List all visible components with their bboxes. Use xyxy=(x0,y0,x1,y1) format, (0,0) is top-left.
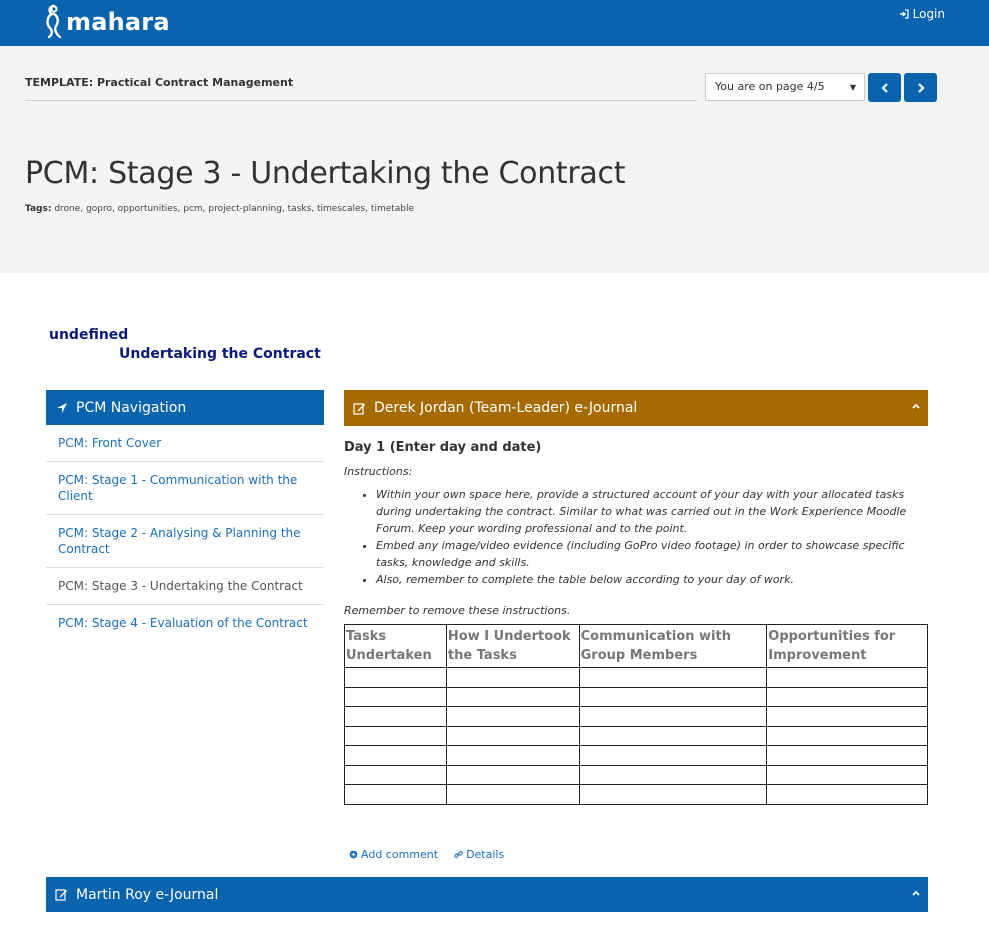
location-arrow-icon xyxy=(56,402,68,414)
column-header-opportunities: Opportunities for Improvement xyxy=(767,625,928,668)
table-cell xyxy=(446,707,579,727)
table-row xyxy=(345,765,928,785)
table-row xyxy=(345,687,928,707)
list-item: • Embed any image/video evidence (including GoPro video footage) in order to showcase specific tasks, knowledge and skills. xyxy=(376,537,928,571)
template-title: TEMPLATE: Practical Contract Management xyxy=(25,76,697,101)
table-cell xyxy=(345,707,447,727)
remember-note: Remember to remove these instructions. xyxy=(344,604,571,617)
table-cell xyxy=(767,785,928,805)
top-bar xyxy=(0,0,989,46)
tags-line xyxy=(25,204,414,214)
next-page-button[interactable] xyxy=(904,73,937,102)
page-header xyxy=(0,46,989,273)
table-cell xyxy=(767,765,928,785)
table-cell xyxy=(579,746,767,766)
nav-item-stage-2[interactable]: PCM: Stage 2 - Analysing & Planning the Contract xyxy=(46,515,324,568)
dropdown-caret-icon: ▼ xyxy=(849,83,856,92)
add-comment-link[interactable] xyxy=(349,848,438,861)
chevron-up-icon[interactable] xyxy=(911,401,921,411)
journal-table xyxy=(344,624,928,805)
table-cell xyxy=(446,687,579,707)
nav-item-stage-3: PCM: Stage 3 - Undertaking the Contract xyxy=(46,568,324,605)
sign-in-icon xyxy=(899,9,909,19)
table-row xyxy=(345,707,928,727)
table-cell xyxy=(579,765,767,785)
table-cell xyxy=(579,687,767,707)
table-cell xyxy=(345,746,447,766)
table-row xyxy=(345,668,928,688)
table-cell xyxy=(579,726,767,746)
table-cell xyxy=(446,668,579,688)
instructions-list xyxy=(344,486,928,588)
table-cell xyxy=(579,707,767,727)
edit-icon xyxy=(55,888,68,901)
login-label: Login xyxy=(912,7,945,21)
table-cell xyxy=(579,668,767,688)
martin-journal-header[interactable] xyxy=(46,877,928,912)
login-link[interactable] xyxy=(899,7,945,21)
table-cell xyxy=(446,746,579,766)
table-cell xyxy=(446,765,579,785)
table-cell xyxy=(345,726,447,746)
column-header-tasks: Tasks Undertaken xyxy=(345,625,447,668)
section-heading-line1: undefined xyxy=(49,327,129,343)
table-cell xyxy=(767,687,928,707)
table-cell xyxy=(446,726,579,746)
mahara-logo-icon xyxy=(44,4,64,40)
add-comment-label: Add comment xyxy=(361,848,439,861)
logo-text: mahara xyxy=(66,8,170,36)
tags-list[interactable]: drone, gopro, opportunities, pcm, project-planning, tasks, timescales, timetable xyxy=(54,204,415,214)
list-item: • Within your own space here, provide a structured account of your day with your allocated tasks during undertaking the contract. Similar to what was carried out in the Work Experience Moodle Forum. Keep your wording professional and to the point. xyxy=(376,486,928,537)
table-cell xyxy=(345,785,447,805)
chevron-right-icon xyxy=(915,82,927,94)
table-cell xyxy=(767,746,928,766)
table-cell xyxy=(767,707,928,727)
nav-item-stage-4[interactable]: PCM: Stage 4 - Evaluation of the Contract xyxy=(58,616,308,630)
previous-page-button[interactable] xyxy=(868,73,901,102)
day-heading: Day 1 (Enter day and date) xyxy=(344,440,542,455)
table-cell xyxy=(345,687,447,707)
plus-circle-icon xyxy=(349,850,358,859)
pcm-navigation-header[interactable] xyxy=(46,390,324,425)
chevron-left-icon xyxy=(879,82,891,94)
chevron-up-icon[interactable] xyxy=(911,888,921,898)
derek-journal-title: Derek Jordan (Team-Leader) e-Journal xyxy=(374,400,638,416)
table-row xyxy=(345,746,928,766)
table-cell xyxy=(767,726,928,746)
table-cell xyxy=(345,765,447,785)
tags-label: Tags: xyxy=(25,204,52,214)
column-header-how: How I Undertook the Tasks xyxy=(446,625,579,668)
details-label: Details xyxy=(466,848,505,861)
list-item: • Also, remember to complete the table below according to your day of work. xyxy=(376,571,928,588)
edit-icon xyxy=(353,402,366,415)
mahara-logo[interactable] xyxy=(44,3,170,41)
martin-journal-title: Martin Roy e-Journal xyxy=(76,886,219,903)
details-link[interactable] xyxy=(454,848,504,861)
derek-journal-header[interactable] xyxy=(344,390,928,426)
page-title: PCM: Stage 3 - Undertaking the Contract xyxy=(25,156,626,191)
table-row xyxy=(345,785,928,805)
pcm-navigation-title: PCM Navigation xyxy=(76,399,187,416)
column-header-communication: Communication with Group Members xyxy=(579,625,767,668)
table-cell xyxy=(579,785,767,805)
derek-journal-block xyxy=(344,390,928,805)
section-heading-line2: Undertaking the Contract xyxy=(119,346,321,362)
table-cell xyxy=(767,668,928,688)
page-selector-value: You are on page 4/5 xyxy=(715,80,825,93)
table-cell xyxy=(446,785,579,805)
comment-details-row xyxy=(349,848,504,861)
table-cell xyxy=(345,668,447,688)
instructions-label: Instructions: xyxy=(344,465,413,478)
nav-item-front-cover[interactable]: PCM: Front Cover xyxy=(46,425,324,462)
link-icon xyxy=(454,850,463,859)
page-selector[interactable] xyxy=(705,73,865,101)
table-row xyxy=(345,726,928,746)
nav-item-stage-1[interactable]: PCM: Stage 1 - Communication with the Client xyxy=(46,462,324,515)
table-header-row xyxy=(345,625,928,668)
pcm-navigation-block xyxy=(46,390,324,641)
